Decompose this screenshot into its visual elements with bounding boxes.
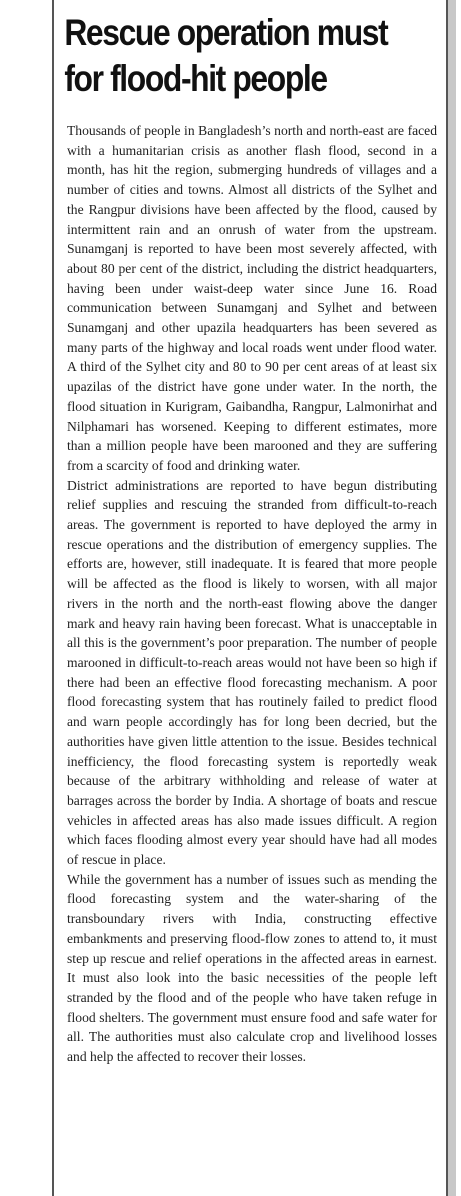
headline-line-1: Rescue operation must	[64, 12, 388, 53]
article-body	[67, 121, 437, 1067]
headline-line-2: for flood-hit people	[64, 58, 327, 99]
column-shadow	[448, 0, 456, 1196]
paragraph-2: District administrations are reported to have begun distributing relief supplies and rescuing the stranded from difficult-to-reach areas. The government is reported to have deployed the army in rescue operations and the distribution of emergency supplies. The efforts are, however, still inadequate. It is feared that more people will be affected as the flood is likely to worsen, with all major rivers in the north and the north-east flowing above the danger mark and heavy rain having been forecast. What is unacceptable in all this is the government’s poor preparation. The number of people marooned in difficult-to-reach areas would not have been so high if there had been an effective flood forecasting mechanism. A poor flood forecasting system that has routinely failed to predict flood and warn people accordingly has for long been decried, but the authorities have given little attention to the issue. Besides technical inefficiency, the flood forecasting system is reportedly weak because of the arbitrary withholding and release of water at barrages across the border by India. A shortage of boats and rescue vehicles in affected areas has also made issues difficult. A region which faces flooding almost every year should have had all modes of rescue in place.	[67, 477, 437, 868]
editorial-article	[52, 0, 448, 1196]
headline	[54, 0, 448, 102]
paragraph-3: While the government has a number of issues such as mending the flood forecasting system and the water-sharing of the transboundary rivers with India, constructing effective embankments and preserving flood-flow zones to attend to, it must step up rescue and relief operations in the affected areas in earnest. It must also look into the basic necessities of the people left stranded by the flood and of the people who have taken refuge in flood shelters. The government must ensure food and safe water for all. The authorities must also calculate crop and livelihood losses and help the affected to recover their losses.	[67, 871, 437, 1065]
paragraph-1: Thousands of people in Bangladesh’s north and north-east are faced with a humanitarian crisis as another flash flood, second in a month, has hit the region, submerging hundreds of villages and a number of cities and towns. Almost all districts of the Sylhet and the Rangpur divisions have been affected by the flood, caused by intermittent rain and an onrush of water from the upstream. Sunamganj is reported to have been most severely affected, with about 80 per cent of the district, including the district headquarters, having been under waist-deep water since June 16. Road communication between Sunamganj and Sylhet and between Sunamganj and other upazila headquarters has been severed as many parts of the highway and local roads went under flood water. A third of the Sylhet city and 80 to 90 per cent areas of at least six upazilas of the district have gone under water. In the north, the flood situation in Kurigram, Gaibandha, Rangpur, Lalmonirhat and Nilphamari has worsened. Keeping to different estimates, more than a million people have been marooned and they are suffering from a scarcity of food and drinking water.	[67, 123, 437, 473]
